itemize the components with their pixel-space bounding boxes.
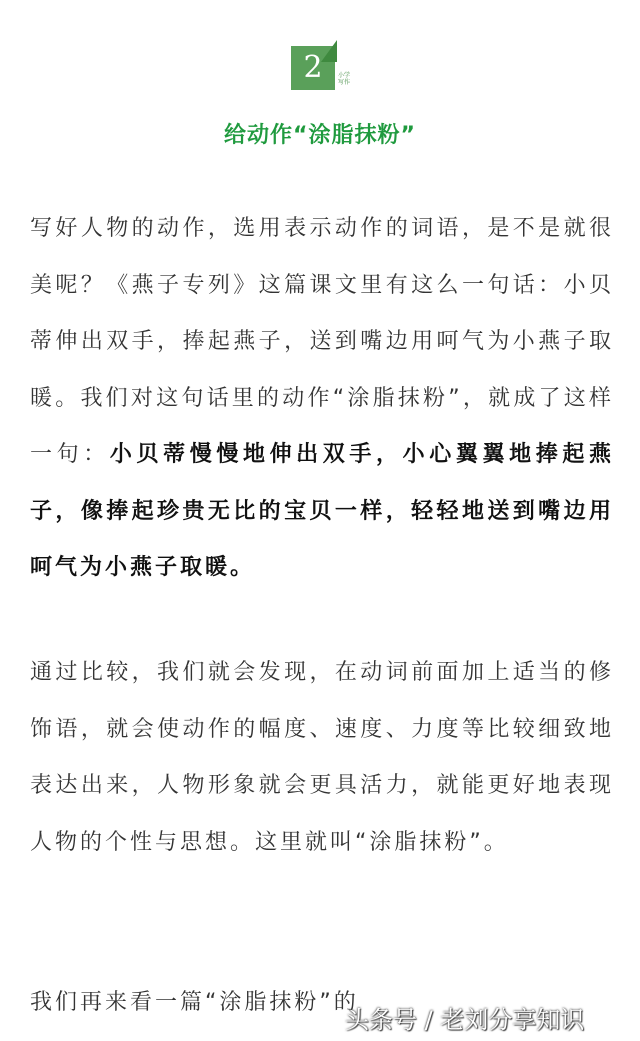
paragraph-1 — [30, 201, 614, 597]
section-title: 给动作“涂脂抹粉” — [224, 123, 416, 148]
watermark: 头条号 / 老刘分享知识 — [345, 1006, 585, 1034]
badge-number: 2 — [303, 50, 323, 85]
paragraph-3: 我们再来看一篇“涂脂抹粉”的 — [30, 990, 359, 1015]
badge-caption: 小学写作 — [338, 72, 351, 86]
paragraph-2: 通过比较，我们就会发现，在动词前面加上适当的修饰语，就会使动作的幅度、速度、力度等比较细致地表达出来，人物形象就会更具活力，就能更好地表现人物的个性与思想。这里就叫“涂脂抹粉”。 — [30, 660, 614, 855]
section-number-badge — [291, 40, 349, 90]
paragraph-1-bold-example: 小贝蒂慢慢地伸出双手，小心翼翼地捧起燕子，像捧起珍贵无比的宝贝一样，轻轻地送到嘴边用呵气为小燕子取暖。 — [30, 442, 614, 580]
paragraph-1-text: 写好人物的动作，选用表示动作的词语，是不是就很美呢？《燕子专列》这篇课文里有这么一句话：小贝蒂伸出双手，捧起燕子，送到嘴边用呵气为小燕子取暖。我们对这句话里的动作“涂脂抹粉”，就成了这样一句： — [30, 216, 614, 467]
